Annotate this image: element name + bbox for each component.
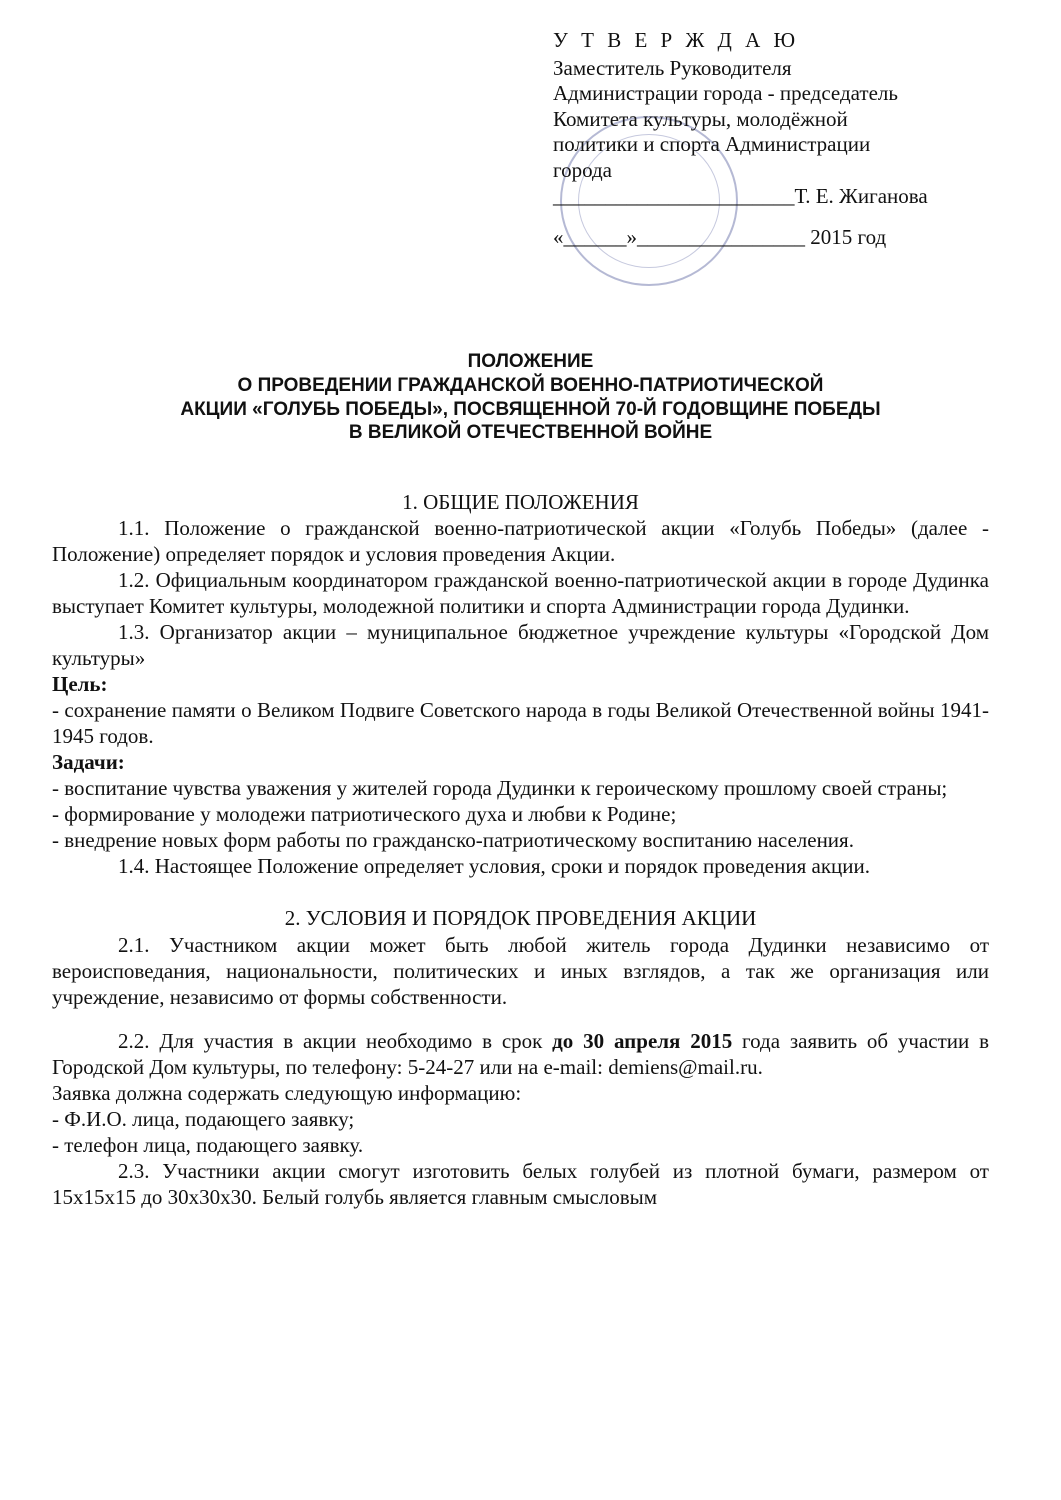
- paragraph: - сохранение памяти о Великом Подвиге Советского народа в годы Великой Отечественной войны 1941-1945 годов.: [52, 698, 989, 749]
- paragraph: Заявка должна содержать следующую информацию:: [52, 1080, 522, 1105]
- paragraph: 2.1. Участником акции может быть любой житель города Дудинки независимо от вероисповедания, национальности, политических и иных взглядов, а так же организация или учреждение, независимо от формы собственности.: [52, 932, 989, 1009]
- registration-text: 2.2. Для участия в акции необходимо в срок: [118, 1028, 553, 1053]
- section-heading: 2. УСЛОВИЯ И ПОРЯДОК ПРОВЕДЕНИЯ АКЦИИ: [284, 906, 757, 931]
- document-title: [0, 350, 1061, 445]
- title-line: О ПРОВЕДЕНИИ ГРАЖДАНСКОЙ ВОЕННО-ПАТРИОТИЧЕСКОЙ: [237, 374, 824, 396]
- paragraph-registration: [52, 1028, 989, 1080]
- title-line: АКЦИИ «ГОЛУБЬ ПОБЕДЫ», ПОСВЯЩЕННОЙ 70-Й ГОДОВЩИНЕ ПОБЕДЫ: [180, 398, 881, 420]
- approval-spacer: [553, 209, 983, 225]
- approval-line: города: [553, 158, 612, 183]
- approval-title: У Т В Е Р Ж Д А Ю: [553, 28, 800, 52]
- registration-text: года заявить об участии в Городской Дом культуры, по телефону: 5-24-27 или на e-mail: demiens@mail.ru.: [52, 1028, 989, 1079]
- paragraph: 1.1. Положение о гражданской военно-патриотической акции «Голубь Победы» (далее - Положение) определяет порядок и условия проведения Акции.: [52, 516, 989, 567]
- list-item: - Ф.И.О. лица, подающего заявку;: [52, 1106, 355, 1131]
- goal-label: Цель:: [52, 672, 108, 697]
- list-item: - формирование у молодежи патриотического духа и любви к Родине;: [52, 802, 677, 827]
- title-line: В ВЕЛИКОЙ ОТЕЧЕСТВЕННОЙ ВОЙНЕ: [348, 422, 713, 444]
- approval-line: политики и спорта Администрации: [553, 132, 871, 157]
- document-content: [52, 481, 989, 1210]
- approval-signature-line: _______________________Т. Е. Жиганова: [553, 183, 928, 208]
- approval-date-line: «______»________________ 2015 год: [553, 225, 887, 250]
- approval-line: Комитета культуры, молодёжной: [553, 106, 848, 131]
- paragraph: 1.3. Организатор акции – муниципальное бюджетное учреждение культуры «Городской Дом культуры»: [52, 620, 989, 671]
- list-item: - внедрение новых форм работы по гражданско-патриотическому воспитанию населения.: [52, 828, 854, 853]
- tasks-label: Задачи:: [52, 750, 125, 775]
- deadline-text: до 30 апреля 2015: [552, 1028, 733, 1053]
- paragraph: 1.2. Официальным координатором гражданской военно-патриотической акции в городе Дудинка выступает Комитет культуры, молодежной политики и спорта Администрации города Дудинки.: [52, 568, 989, 619]
- list-item: - воспитание чувства уважения у жителей города Дудинки к героическому прошлому своей страны;: [52, 776, 948, 801]
- paragraph: 1.4. Настоящее Положение определяет условия, сроки и порядок проведения акции.: [118, 854, 871, 879]
- section-heading: 1. ОБЩИЕ ПОЛОЖЕНИЯ: [402, 490, 639, 514]
- list-item: - телефон лица, подающего заявку.: [52, 1132, 364, 1157]
- section-spacer: [52, 879, 989, 897]
- paragraph: 2.3. Участники акции смогут изготовить белых голубей из плотной бумаги, размером от 15х15х15 до 30х30х30. Белый голубь является главным смысловым: [52, 1158, 989, 1209]
- approval-block: [553, 28, 983, 251]
- paragraph-spacer: [52, 1010, 989, 1028]
- approval-line: Администрации города - председатель: [553, 81, 898, 106]
- approval-line: Заместитель Руководителя: [553, 55, 792, 80]
- title-line: ПОЛОЖЕНИЕ: [467, 351, 594, 372]
